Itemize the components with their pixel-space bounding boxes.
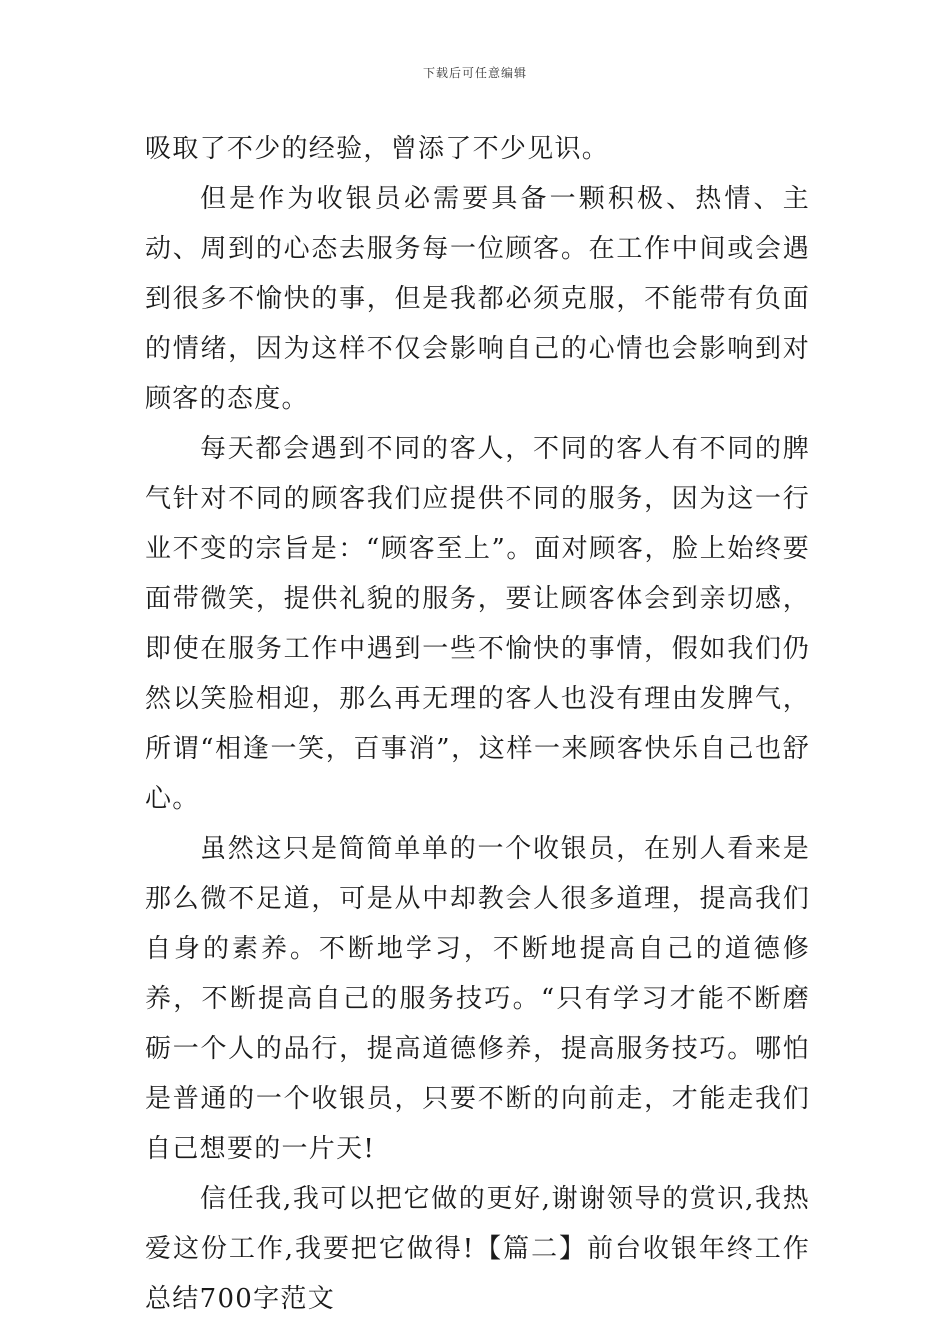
paragraph-continuation: 吸取了不少的经验，曾添了不少见识。 [145,134,610,164]
paragraph-self-improvement: 虽然这只是简简单单的一个收银员，在别人看来是那么微不足道，可是从中却教会人很多道理，提高我们自身的素养。不断地学习，不断地提高自己的道德修养，不断提高自己的服务技巧。“只有学习才能不断磨砺一个人的品行，提高道德修养，提高服务技巧。哪怕是普通的一个收银员，只要不断的向前走，才能走我们自己想要的一片天! [145,834,810,1164]
page-header-note: 下载后可任意编辑 [422,66,527,80]
paragraph-closing: 信任我,我可以把它做的更好,谢谢领导的赏识,我热爱这份工作,我要把它做得!【篇二】前台收银年终工作总结700字范文 [145,1184,810,1314]
document-body [145,124,810,1324]
paragraph-customers: 每天都会遇到不同的客人，不同的客人有不同的脾气针对不同的顾客我们应提供不同的服务，因为这一行业不变的宗旨是：“顾客至上”。面对顾客，脸上始终要面带微笑，提供礼貌的服务，要让顾客体会到亲切感，即使在服务工作中遇到一些不愉快的事情，假如我们仍然以笑脸相迎，那么再无理的客人也没有理由发脾气，所谓“相逢一笑，百事消”，这样一来顾客快乐自己也舒心。 [145,434,810,814]
paragraph-attitude: 但是作为收银员必需要具备一颗积极、热情、主动、周到的心态去服务每一位顾客。在工作中间或会遇到很多不愉快的事，但是我都必须克服，不能带有负面的情绪，因为这样不仅会影响自己的心情也会影响到对顾客的态度。 [145,184,810,414]
